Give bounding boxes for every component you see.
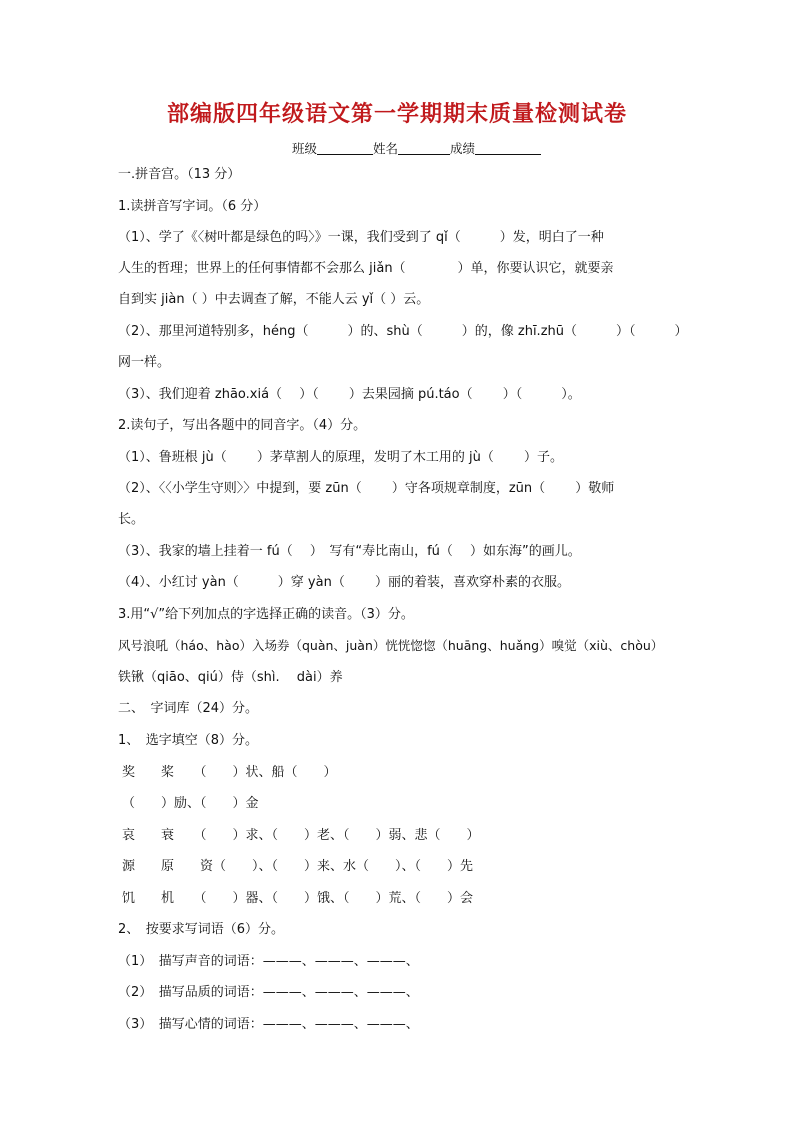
choice-row-yuan: 源 原 资（ ）、（ ）来、水（ ）、（ ）先 [122,859,474,874]
question-2-1: （1）、鲁班根 jù（ ）茅草割人的原理，发明了木工用的 jù（ ）子。 [118,450,564,465]
score-blank[interactable] [475,141,541,155]
section-1-heading: 一.拼音宫。（13 分） [118,167,241,182]
word-question-1-heading: 1、 选字填空（8）分。 [118,733,259,748]
student-info-row [292,139,541,157]
word-question-2-2: （2） 描写品质的词语：———、———、———、 [118,985,419,1000]
word-question-2-1: （1） 描写声音的词语：———、———、———、 [118,954,419,969]
question-1-heading: 1.读拼音写字词。（6 分） [118,199,267,214]
question-3-heading: 3.用“√”给下列加点的字选择正确的读音。（3）分。 [118,607,414,622]
section-2-heading: 二、 字词库（24）分。 [118,701,259,716]
question-1-1-line-3: 自到实 jiàn（ ）中去调查了解，不能人云 yǐ（ ）云。 [118,292,430,307]
question-3-line-1: 风号浪吼（háo、hào）入场券（quàn、juàn）恍恍惚惚（huāng、huǎng）嗅觉（xiù、chòu） [118,638,664,653]
class-blank[interactable] [317,141,373,155]
score-label: 成绩 [450,141,476,156]
question-1-2-line-2: 网一样。 [118,355,171,370]
question-1-1-line-1: （1）、学了《〈树叶都是绿色的吗〉》一课，我们受到了 qǐ（ ）发，明白了一种 [118,230,604,245]
word-question-2-heading: 2、 按要求写词语（6）分。 [118,922,285,937]
question-3-line-2: 铁锹（qiāo、qiú）侍（shì. dài）养 [118,670,343,685]
question-1-3: （3）、我们迎着 zhāo.xiá（ ）（ ）去果园摘 pú.táo（ ）（ ）。 [118,387,581,402]
question-2-heading: 2.读句子，写出各题中的同音字。（4）分。 [118,418,367,433]
name-label: 姓名 [373,141,399,156]
choice-row-jiang: 奖 桨 （ ）状、船（ ） [122,765,337,780]
name-blank[interactable] [398,141,450,155]
page-title: 部编版四年级语文第一学期期末质量检测试卷 [166,101,627,127]
question-1-1-line-2: 人生的哲理；世界上的任何事情都不会那么 jiǎn（ ）单，你要认识它，就要亲 [118,261,614,276]
choice-row-ji: 饥 机 （ ）器、（ ）饿、（ ）荒、（ ）会 [122,891,474,906]
question-2-3: （3）、我家的墙上挂着一 fú（ ） 写有“寿比南山，fú（ ）如东海”的画儿。 [118,544,581,559]
question-2-2-line-2: 长。 [118,512,145,527]
choice-row-jiang-2: （ ）励、（ ）金 [122,796,259,811]
word-question-2-3: （3） 描写心情的词语：———、———、———、 [118,1017,419,1032]
class-label: 班级 [292,141,318,156]
question-2-4: （4）、小红讨 yàn（ ）穿 yàn（ ）丽的着装，喜欢穿朴素的衣服。 [118,575,570,590]
question-2-2-line-1: （2）、〈〈小学生守则〉〉中提到，要 zūn（ ）守各项规章制度，zūn（ ）敬师 [118,481,615,496]
question-1-2-line-1: （2）、那里河道特别多，héng（ ）的、shù（ ）的，像 zhī.zhū（ ）（ ） [118,324,688,339]
choice-row-ai: 哀 衰 （ ）求、（ ）老、（ ）弱、悲（ ） [122,828,480,843]
